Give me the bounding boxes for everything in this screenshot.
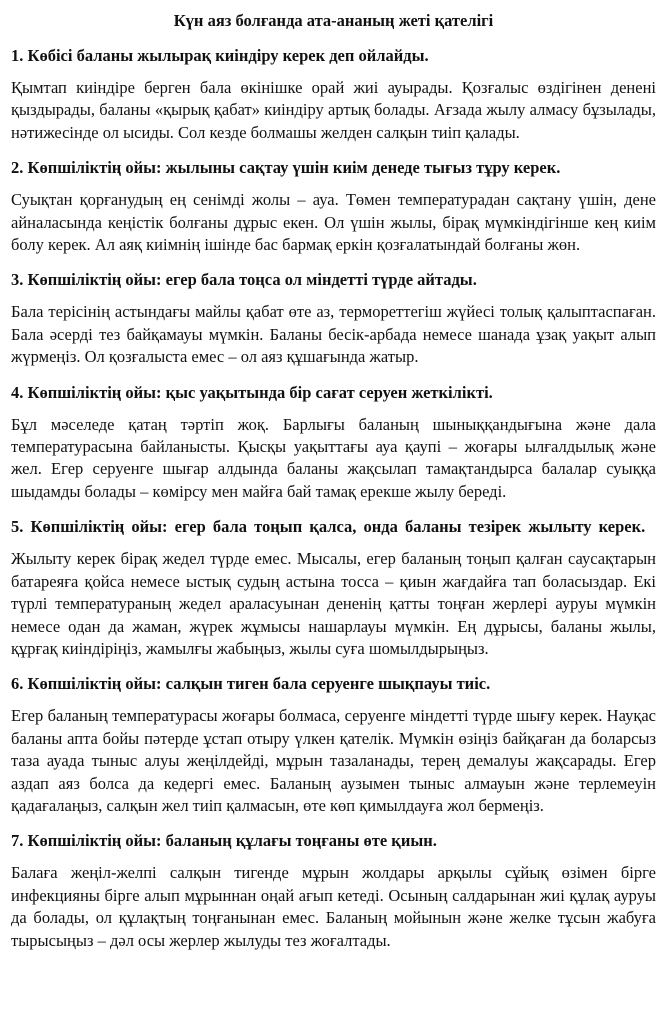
section-heading: 5. Көпшіліктің ойы: егер бала тоңып қалса, онда баланы тезірек жылыту керек. — [11, 517, 646, 537]
section-heading: 2. Көпшіліктің ойы: жылыны сақтау үшін киім денеде тығыз тұру керек. — [11, 158, 561, 178]
section-body: Бала терісінің астындағы майлы қабат өте аз, термореттегіш жүйесі толық қалыптаспаған. Бала әсерді тез байқамауы мүмкін. Баланы бесік-арбада немесе шанада ұзақ уақыт алып жүрмеңіз. Ол қозғалыста емес – ол аяз құшағында жатыр. — [11, 302, 656, 367]
section-5 — [11, 516, 656, 660]
section-body: Жылыту керек бірақ жедел түрде емес. Мысалы, егер баланың тоңып қалған саусақтарын батареяға қойса немесе ыстық судың астына тосса – қиын жағдайға тап боласыздар. Екі түрлі температураның жедел араласуынан дененің қатты тоңған жерлері ауруы мүмкін немесе одан да жаман, жүрек жұмысы нашарлауы мүмкін. Ең дұрысы, баланы жылы, құрғақ киіндіріңіз, жамылғы жабыңыз, жылы суға шомылдырыңыз. — [11, 549, 656, 658]
section-heading: 3. Көпшіліктің ойы: егер бала тоңса ол міндетті түрде айтады. — [11, 270, 477, 290]
section-3 — [11, 269, 656, 368]
section-heading: 1. Көбісі баланы жылырақ киіндіру керек деп ойлайды. — [11, 46, 429, 65]
section-body: Егер баланың температурасы жоғары болмаса, серуенге міндетті түрде шығу керек. Науқас баланы апта бойы пәтерде ұстап отыру үлкен қателік. Мүмкін өзіңіз байқаған да боларсыз таза ауада тыныс алуы жеңілдейді, мұрын тазаланады, терең демалуы жақсарады. Егер аздап аяз болса да кедергі емес. Баланың аузымен тыныс алмауын және терлемеуін қадағалаңыз, салқын жел тиіп қалмасын, өте көп қимылдауға жол бермеңіз. — [11, 706, 656, 815]
section-body: Балаға жеңіл-желпі салқын тигенде мұрын жолдары арқылы сұйық өзімен бірге инфекцияны бірге алып мұрыннан оңай ағып кетеді. Осының салдарынан жиі құлақ ауруы да болады, ол құлақтың тоңғанынан емес. Баланың мойынын және желке тұсын жабуға тырысыңыз – дәл осы жерлер жылуды тез жоғалтады. — [11, 863, 656, 950]
section-body: Бұл мәселеде қатаң тәртіп жоқ. Барлығы баланың шыныққандығына және дала температурасына байланысты. Қысқы уақыттағы ауа қаупі – жоғары ылғалдылық және жел. Егер серуенге шығар алдында баланы жақсылап тамақтандырса балалар суыққа шыдамды болады – көмірсу мен майға бай тамақ ерекше жылу береді. — [11, 414, 656, 501]
section-7 — [11, 830, 656, 952]
section-6 — [11, 673, 656, 817]
section-body: Қымтап киіндіре берген бала өкінішке орай жиі ауырады. Қозғалыс өздігінен денені қыздырады, баланы «қырық қабат» киіндіру артық болады. Ағзада жылу алмасу бұзылады, нәтижесінде ол ысиды. Сол кезде болмашы желден салқын тиіп қалады. — [11, 78, 656, 142]
section-2 — [11, 157, 656, 256]
document-title: Күн аяз болғанда ата-ананың жеті қателігі — [173, 11, 494, 30]
section-heading: 4. Көпшіліктің ойы: қыс уақытында бір сағат серуен жеткілікті. — [11, 382, 493, 402]
section-heading: 6. Көпшіліктің ойы: салқын тиген бала серуенге шықпауы тиіс. — [11, 674, 491, 694]
section-heading: 7. Көпшіліктің ойы: баланың құлағы тоңғаны өте қиын. — [11, 831, 437, 851]
section-1 — [11, 45, 656, 144]
section-4 — [11, 382, 656, 504]
section-body: Суықтан қорғанудың ең сенімді жолы – ауа. Төмен температурадан сақтану үшін, дене айналасында кеңістік болғаны дұрыс екен. Ол үшін жылы, бірақ мүмкіндігінше кең киім болу керек. Ал аяқ киімнің ішінде бас бармақ еркін қозғалатындай болғаны жөн. — [11, 190, 656, 255]
